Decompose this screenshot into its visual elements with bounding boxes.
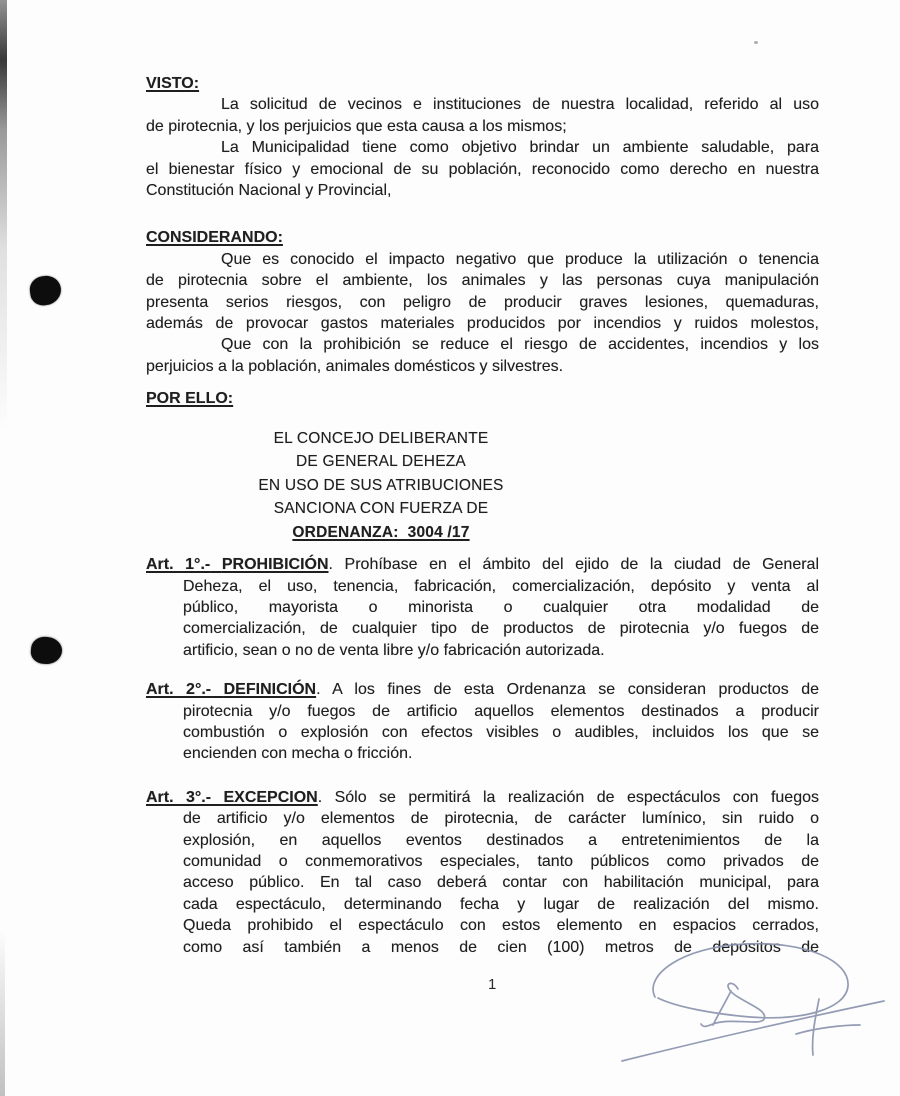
article-label: Art. 1°.- xyxy=(146,556,211,574)
enacting-block xyxy=(146,427,616,545)
text-line: de artificio y/o elementos de pirotecnia, de carácter lumínico, sin ruido o xyxy=(183,810,819,828)
text-run: . Sólo se permitirá la realización de espectáculos con fuegos xyxy=(317,788,819,806)
hole-punch-dot xyxy=(28,274,63,307)
text-line: combustión o explosión con efectos visibles o audibles, incluidos los que se xyxy=(183,724,819,742)
text-line: perjuicios a la población, animales domésticos y silvestres. xyxy=(146,357,564,375)
article-label: Art. 3°.- xyxy=(146,788,212,806)
page-number: 1 xyxy=(488,976,497,993)
text-line: de pirotecnia sobre el ambiente, los animales y las personas cuya manipulación xyxy=(146,272,819,290)
article-heading xyxy=(146,789,318,806)
article-heading xyxy=(146,556,329,573)
text-line: presenta serios riesgos, con peligro de producir graves lesiones, quemaduras, xyxy=(146,293,819,311)
text-line: explosión, en aquellos eventos destinados a entretenimientos de la xyxy=(183,831,819,849)
text-line: La Municipalidad tiene como objetivo brindar un ambiente saludable, para xyxy=(221,139,819,157)
article-2 xyxy=(146,679,819,765)
text-line: Constitución Nacional y Provincial, xyxy=(146,182,392,200)
enacting-line: EL CONCEJO DELIBERANTE xyxy=(273,429,489,447)
text-line: comunidad o conmemorativos especiales, tanto públicos como privados de xyxy=(183,853,819,871)
text-line: de pirotecnia, y los perjuicios que esta causa a los mismos; xyxy=(146,117,567,135)
hole-punch-dot xyxy=(30,636,63,666)
section-visto xyxy=(146,73,819,201)
text-line: cada espectáculo, determinando fecha y lugar de realización del mismo. xyxy=(183,895,819,913)
article-label: Art. 2°.- xyxy=(146,681,212,699)
section-considerando xyxy=(146,227,819,377)
section-heading-visto: VISTO: xyxy=(146,75,200,92)
text-line: Que con la prohibición se reduce el riesgo de accidentes, incendios y los xyxy=(221,336,819,354)
text-line: Queda prohibido el espectáculo con estos elemento en espacios cerrados, xyxy=(183,917,819,935)
enacting-line: SANCIONA CON FUERZA DE xyxy=(273,500,489,518)
article-first-line xyxy=(146,679,819,700)
article-first-line xyxy=(146,787,819,808)
article-1 xyxy=(146,554,819,661)
article-title: PROHIBICIÓN xyxy=(221,556,329,574)
scan-edge-artifact-bottom xyxy=(0,930,5,1096)
article-heading xyxy=(146,681,316,698)
ordinance-number-line: ORDENANZA: 3004 /17 xyxy=(292,523,470,541)
text-line: encienden con mecha o fricción. xyxy=(183,745,413,763)
text-line: el bienestar físico y emocional de su población, reconocido como derecho en nuestra xyxy=(146,160,819,178)
text-line: acceso público. En tal caso deberá contar con habilitación municipal, para xyxy=(183,874,819,892)
text-line: comercialización, de cualquier tipo de productos de pirotecnia y/o fuegos de xyxy=(183,620,819,638)
text-line: La solicitud de vecinos e instituciones de nuestra localidad, referido al uso xyxy=(221,96,819,114)
enacting-line: DE GENERAL DEHEZA xyxy=(296,453,466,471)
article-first-line xyxy=(146,554,819,575)
handwritten-signature xyxy=(600,933,892,1089)
text-line: pirotecnia y/o fuegos de artificio aquellos elementos destinados a producir xyxy=(183,702,819,720)
text-run: . A los fines de esta Ordenanza se consideran productos de xyxy=(316,681,819,699)
scan-speck xyxy=(754,41,758,44)
article-title: EXCEPCION xyxy=(223,788,318,806)
text-run: . Prohíbase en el ámbito del ejido de la ciudad de General xyxy=(328,556,820,574)
document-body xyxy=(146,73,819,958)
text-line: como así también a menos de cien (100) metros de depósitos de xyxy=(183,938,819,956)
section-heading-por-ello: POR ELLO: xyxy=(146,390,234,408)
scan-edge-artifact xyxy=(0,0,7,430)
text-line: artificio, sean o no de venta libre y/o fabricación autorizada. xyxy=(183,641,605,659)
enacting-line: EN USO DE SUS ATRIBUCIONES xyxy=(258,476,504,494)
text-line: Deheza, el uso, tenencia, fabricación, comercialización, depósito y venta al xyxy=(183,577,819,595)
section-por-ello xyxy=(146,388,819,409)
article-title: DEFINICIÓN xyxy=(223,681,317,699)
text-line: público, mayorista o minorista o cualquier otra modalidad de xyxy=(183,599,819,616)
text-line: Que es conocido el impacto negativo que produce la utilización o tenencia xyxy=(221,250,819,268)
section-heading-considerando: CONSIDERANDO: xyxy=(146,229,283,247)
text-line: además de provocar gastos materiales producidos por incendios y ruidos molestos, xyxy=(146,315,819,333)
